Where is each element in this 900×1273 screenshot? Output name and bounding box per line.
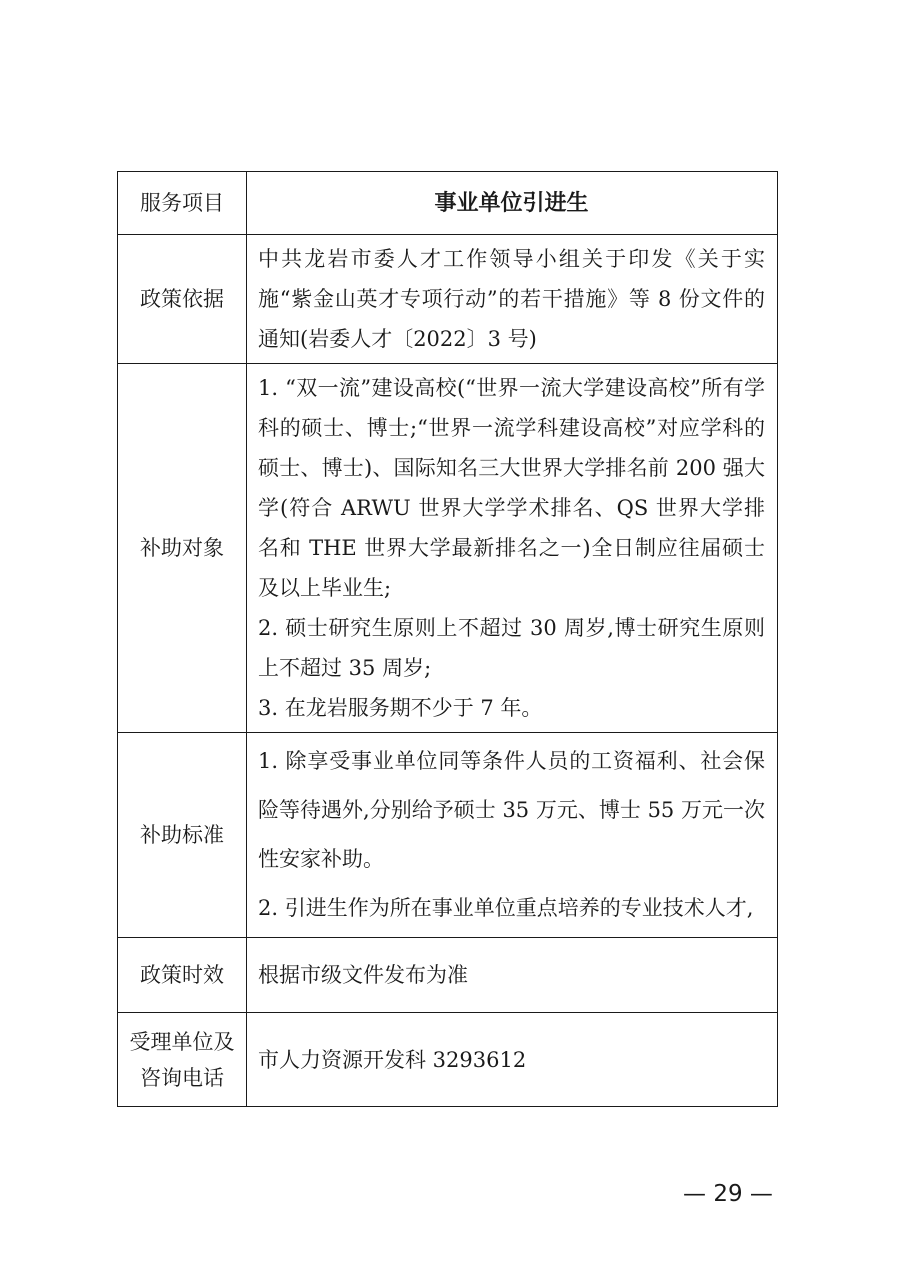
row-label-policy-basis	[118, 235, 247, 364]
subsidy-standard-item-1: 1. 除享受事业单位同等条件人员的工资福利、社会保险等待遇外,分别给予硕士 35 万元、博士 55 万元一次性安家补助。	[258, 749, 765, 871]
policy-basis-value	[247, 235, 778, 364]
table-row-accepting-unit	[118, 1013, 778, 1107]
accepting-unit-text: 市人力资源开发科 3293612	[258, 1047, 527, 1072]
service-item-value	[247, 172, 778, 235]
policy-validity-value	[247, 938, 778, 1013]
subsidy-target-item-2: 2. 硕士研究生原则上不超过 30 周岁,博士研究生原则上不超过 35 周岁;	[258, 616, 765, 680]
policy-validity-text: 根据市级文件发布为准	[258, 963, 468, 987]
subsidy-target-item-3: 3. 在龙岩服务期不少于 7 年。	[258, 696, 543, 720]
row-label-text: 补助对象	[140, 536, 224, 560]
subsidy-target-value	[247, 364, 778, 733]
policy-table	[117, 171, 778, 1107]
row-label-text: 补助标准	[140, 823, 224, 847]
table-row-subsidy-standard	[118, 733, 778, 938]
row-label-text: 受理单位及咨询电话	[129, 1029, 235, 1090]
row-label-service-item	[118, 172, 247, 235]
row-label-policy-validity	[118, 938, 247, 1013]
row-label-subsidy-target	[118, 364, 247, 733]
subsidy-standard-value	[247, 733, 778, 938]
subsidy-standard-item-2: 2. 引进生作为所在事业单位重点培养的专业技术人才,	[258, 896, 754, 920]
row-label-accepting-unit	[118, 1013, 247, 1107]
service-title: 事业单位引进生	[434, 190, 589, 216]
row-label-subsidy-standard	[118, 733, 247, 938]
accepting-unit-value	[247, 1013, 778, 1107]
policy-basis-text: 中共龙岩市委人才工作领导小组关于印发《关于实施“紫金山英才专项行动”的若干措施》等 8 份文件的通知(岩委人才〔2022〕3 号)	[258, 247, 765, 351]
page-number: — 29 —	[683, 1181, 773, 1207]
row-label-text: 服务项目	[140, 191, 224, 215]
row-label-text: 政策依据	[140, 287, 224, 311]
table-row-service-item	[118, 172, 778, 235]
subsidy-target-item-1: 1. “双一流”建设高校(“世界一流大学建设高校”所有学科的硕士、博士;“世界一流学科建设高校”对应学科的硕士、博士)、国际知名三大世界大学排名前 200 强大学(符合 ARWU 世界大学学术排名、QS 世界大学排名和 THE 世界大学最新排名之一)全日制应往届硕士及以上毕业生;	[258, 376, 765, 600]
table-row-subsidy-target	[118, 364, 778, 733]
table-row-policy-basis	[118, 235, 778, 364]
row-label-text: 政策时效	[140, 963, 224, 987]
table-row-policy-validity	[118, 938, 778, 1013]
